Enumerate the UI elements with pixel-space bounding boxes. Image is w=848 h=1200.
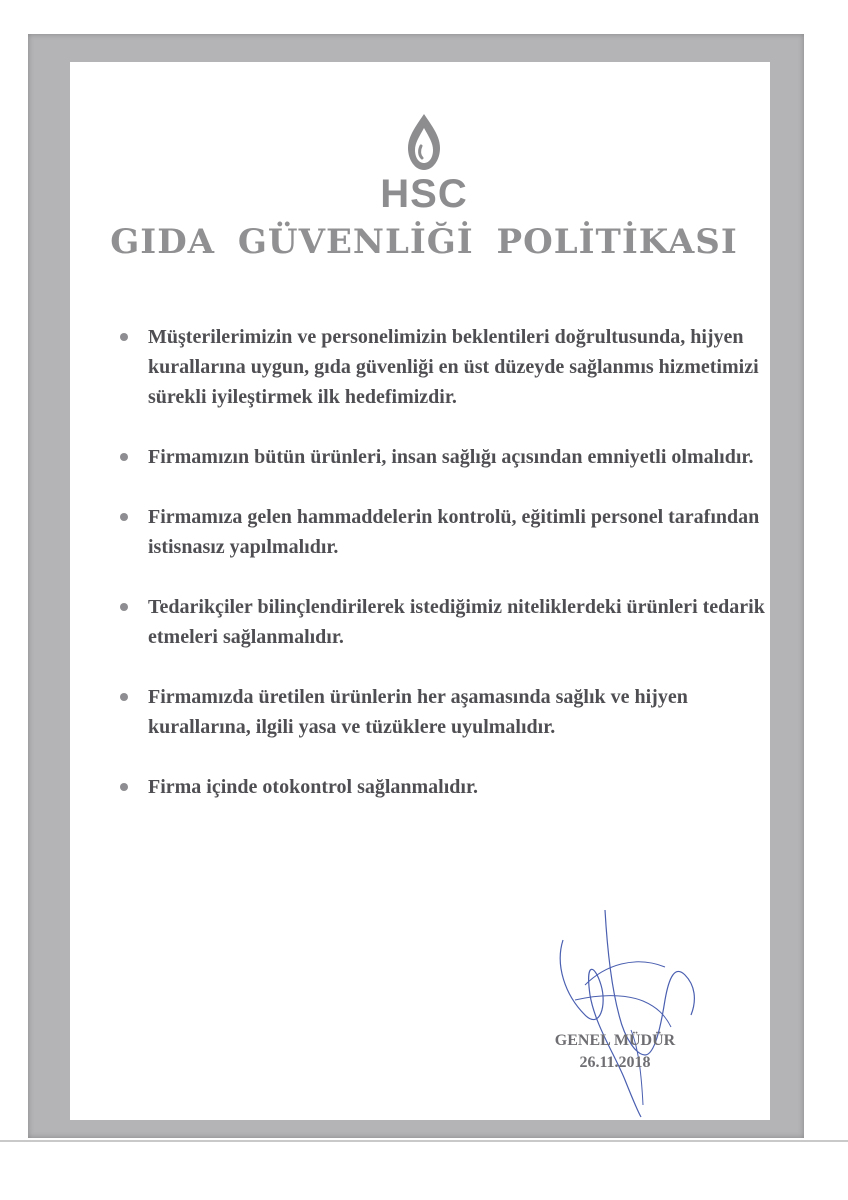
list-item-text: Firmamızda üretilen ürünlerin her aşamasında sağlık ve hijyen kurallarına, ilgili yasa ve tüzüklere uyulmalıdır. [148, 686, 688, 738]
handwritten-signature [545, 905, 720, 1120]
list-item [118, 682, 768, 742]
page-title: GIDA GÜVENLİĞİ POLİTİKASI [110, 222, 738, 262]
bullet-icon [120, 783, 128, 791]
list-item-text: Müşterilerimizin ve personelimizin beklentileri doğrultusunda, hijyen kurallarına uygun, gıda güvenliği en üst düzeyde sağlanmıs hizmetimizi sürekli iyileştirmek ilk hedefimizdir. [148, 326, 759, 408]
list-item [118, 502, 768, 562]
bullet-icon [120, 693, 128, 701]
bullet-icon [120, 513, 128, 521]
signature-block [520, 1030, 710, 1074]
drop-icon [378, 112, 470, 174]
bullet-icon [120, 333, 128, 341]
signature-date: 26.11.2018 [579, 1054, 651, 1071]
list-item-text: Tedarikçiler bilinçlendirilerek istediğimiz niteliklerdeki ürünleri tedarik etmeleri sağlanmalıdır. [148, 596, 765, 648]
bullet-icon [120, 603, 128, 611]
policy-list [118, 322, 768, 832]
list-item [118, 772, 768, 802]
list-item-text: Firmamızın bütün ürünleri, insan sağlığı açısından emniyetli olmalıdır. [148, 446, 754, 468]
bullet-icon [120, 453, 128, 461]
scan-edge-line [0, 1140, 848, 1142]
list-item-text: Firma içinde otokontrol sağlanmalıdır. [148, 776, 479, 798]
company-logo [378, 112, 470, 216]
list-item-text: Firmamıza gelen hammaddelerin kontrolü, eğitimli personel tarafından istisnasız yapılmalıdır. [148, 506, 760, 558]
list-item [118, 442, 768, 472]
list-item [118, 322, 768, 412]
signature-role: GENEL MÜDÜR [554, 1032, 676, 1049]
list-item [118, 592, 768, 652]
logo-text: HSC [380, 172, 468, 216]
